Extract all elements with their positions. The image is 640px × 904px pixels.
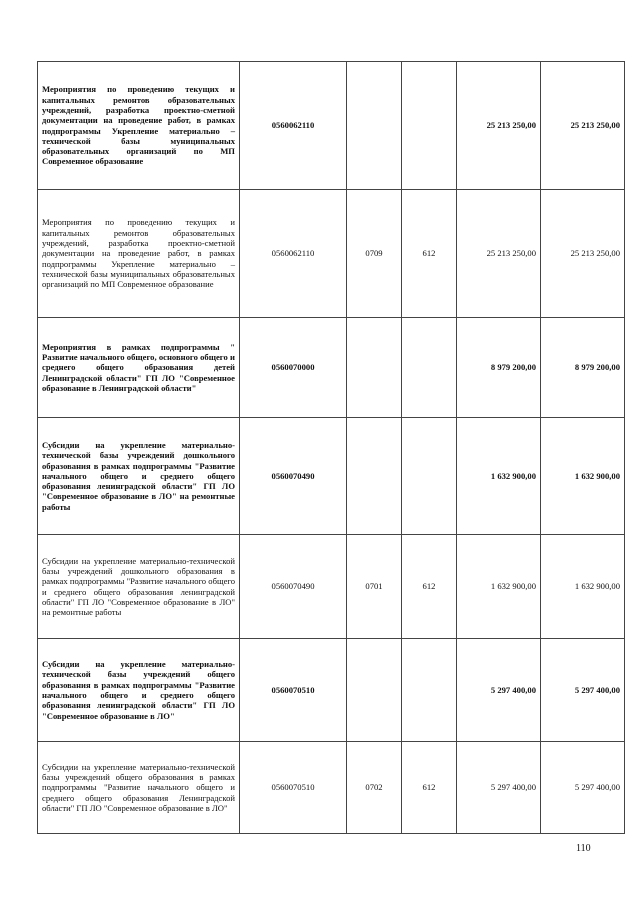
row-section: 0709 bbox=[347, 190, 402, 318]
table-row bbox=[38, 418, 625, 535]
table-row bbox=[38, 190, 625, 318]
table-row bbox=[38, 639, 625, 742]
table-row bbox=[38, 535, 625, 639]
row-amount-1: 8 979 200,00 bbox=[457, 318, 541, 418]
row-description: Субсидии на укрепление материально-технической базы учреждений дошкольного образования в рамках подпрограммы "Развитие начального общего и среднего общего образования ленинградской области" ГП ЛО "Современное образование в ЛО" на ремонтные работы bbox=[38, 535, 240, 639]
row-expense-type bbox=[402, 318, 457, 418]
row-code: 0560062110 bbox=[240, 62, 347, 190]
row-description: Субсидии на укрепление материально-технической базы учреждений общего образования в рамках подпрограммы "Развитие начального общего и среднего общего образования ленинградской области" ГП ЛО "Современное образование в ЛО" bbox=[38, 639, 240, 742]
row-description: Мероприятия по проведению текущих и капитальных ремонтов образовательных учреждений, разработка проектно-сметной документации на проведение работ, в рамках подпрограммы Укрепление материально – технической базы муниципальных образовательных организаций по МП Современное образование bbox=[38, 62, 240, 190]
row-amount-2: 25 213 250,00 bbox=[541, 190, 625, 318]
row-amount-2: 1 632 900,00 bbox=[541, 535, 625, 639]
row-code: 0560070490 bbox=[240, 535, 347, 639]
row-section bbox=[347, 639, 402, 742]
row-amount-1: 25 213 250,00 bbox=[457, 62, 541, 190]
page-number: 110 bbox=[576, 843, 591, 854]
row-expense-type: 612 bbox=[402, 535, 457, 639]
row-amount-1: 5 297 400,00 bbox=[457, 639, 541, 742]
row-code: 0560070490 bbox=[240, 418, 347, 535]
row-section: 0702 bbox=[347, 742, 402, 834]
row-amount-2: 1 632 900,00 bbox=[541, 418, 625, 535]
row-code: 0560062110 bbox=[240, 190, 347, 318]
row-amount-2: 8 979 200,00 bbox=[541, 318, 625, 418]
row-expense-type: 612 bbox=[402, 190, 457, 318]
row-description: Мероприятия по проведению текущих и капитальных ремонтов образовательных учреждений, разработка проектно-сметной документации на проведение работ, в рамках подпрограммы Укрепление материально – технической базы муниципальных образовательных организаций по МП Современное образование bbox=[38, 190, 240, 318]
row-amount-1: 25 213 250,00 bbox=[457, 190, 541, 318]
row-section bbox=[347, 62, 402, 190]
row-amount-1: 1 632 900,00 bbox=[457, 535, 541, 639]
row-amount-2: 5 297 400,00 bbox=[541, 639, 625, 742]
table-row bbox=[38, 62, 625, 190]
budget-table bbox=[37, 61, 625, 834]
row-amount-2: 25 213 250,00 bbox=[541, 62, 625, 190]
row-expense-type bbox=[402, 418, 457, 535]
row-expense-type: 612 bbox=[402, 742, 457, 834]
row-description: Мероприятия в рамках подпрограммы " Развитие начального общего, основного общего и среднего общего образования детей Ленинградской области" ГП ЛО "Современное образование в Ленинградской области" bbox=[38, 318, 240, 418]
row-amount-1: 5 297 400,00 bbox=[457, 742, 541, 834]
row-section: 0701 bbox=[347, 535, 402, 639]
row-section bbox=[347, 418, 402, 535]
row-expense-type bbox=[402, 639, 457, 742]
row-amount-1: 1 632 900,00 bbox=[457, 418, 541, 535]
row-code: 0560070000 bbox=[240, 318, 347, 418]
row-description: Субсидии на укрепление материально-технической базы учреждений дошкольного образования в рамках подпрограммы "Развитие начального общего и среднего общего образования ленинградской области" ГП ЛО "Современное образование в ЛО" на ремонтные работы bbox=[38, 418, 240, 535]
row-section bbox=[347, 318, 402, 418]
table-row bbox=[38, 742, 625, 834]
row-amount-2: 5 297 400,00 bbox=[541, 742, 625, 834]
row-description: Субсидии на укрепление материально-технической базы учреждений общего образования в рамках подпрограммы "Развитие начального общего и среднего общего образования Ленинградской области" ГП ЛО "Современное образование в ЛО" bbox=[38, 742, 240, 834]
row-code: 0560070510 bbox=[240, 742, 347, 834]
row-expense-type bbox=[402, 62, 457, 190]
table-row bbox=[38, 318, 625, 418]
table-body bbox=[38, 62, 625, 834]
row-code: 0560070510 bbox=[240, 639, 347, 742]
